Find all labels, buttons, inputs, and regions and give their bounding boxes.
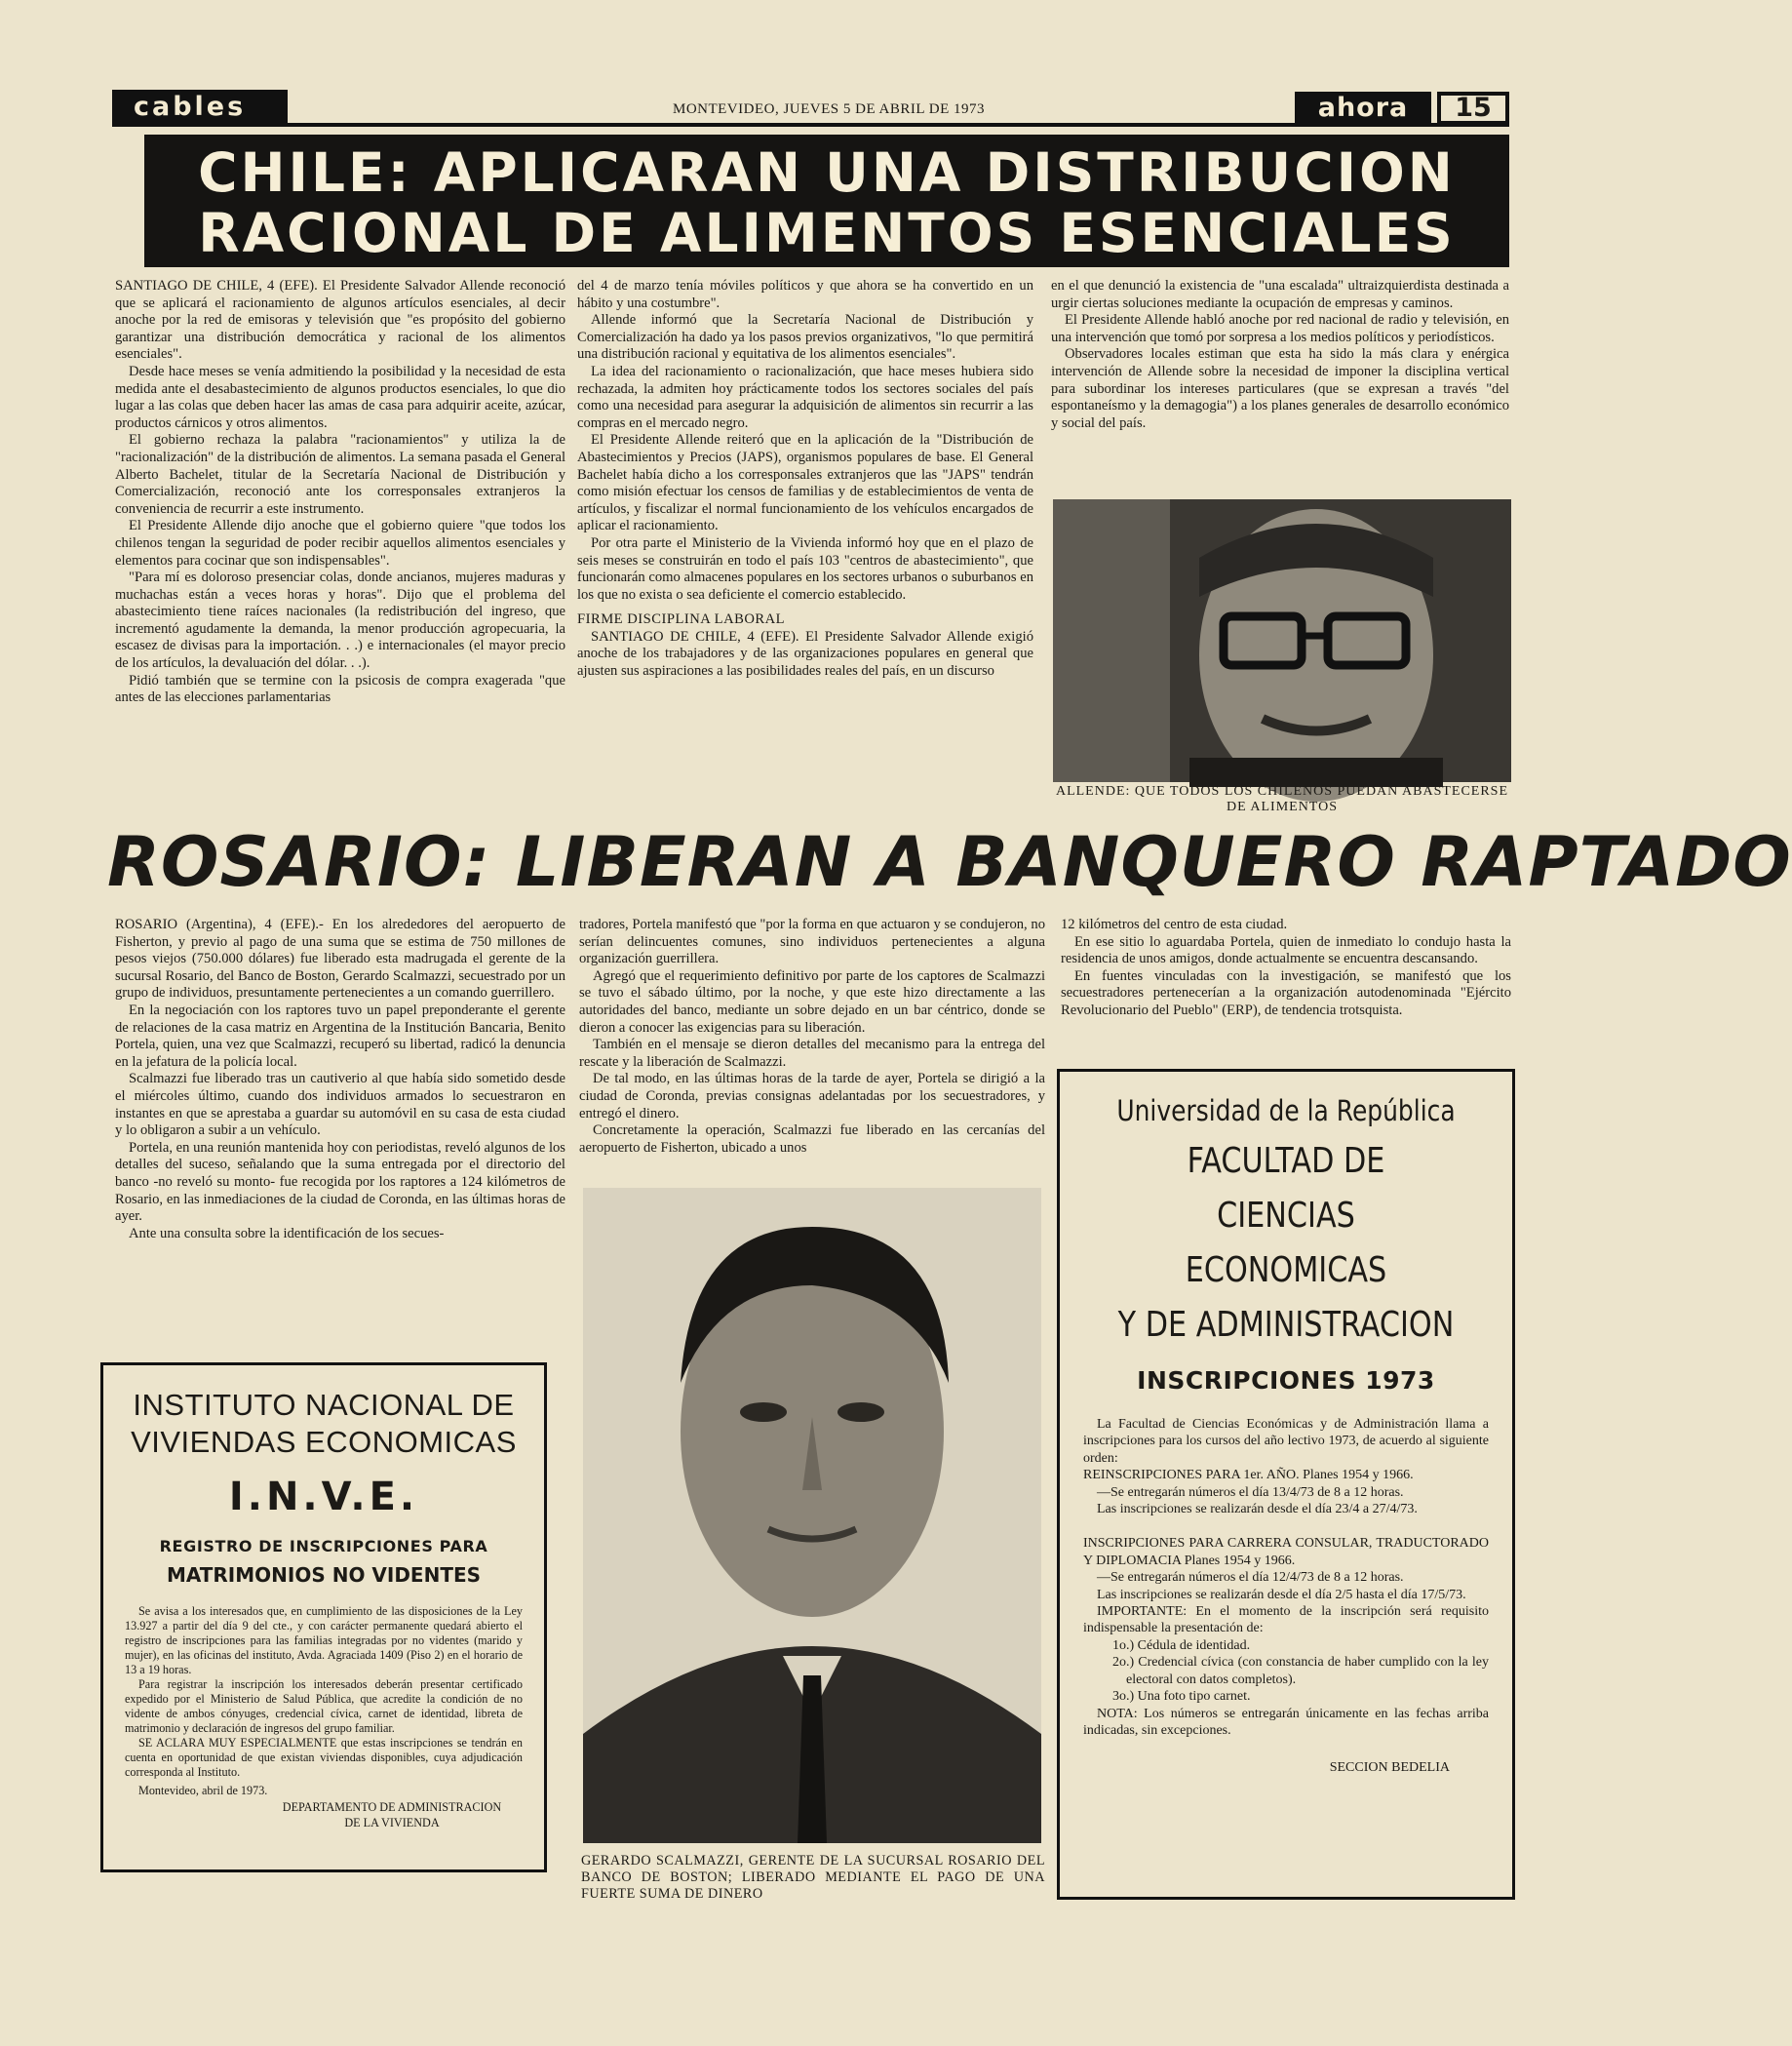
udelar-advertisement <box>1057 1069 1515 1900</box>
paragraph: Las inscripciones se realizarán desde el día 23/4 a 27/4/73. <box>1097 1502 1418 1517</box>
paragraph: —Se entregarán números el día 13/4/73 de 8 a 12 horas. <box>1097 1484 1404 1500</box>
inve-subtitle: MATRIMONIOS NO VIDENTES <box>166 1563 482 1587</box>
paragraph: La idea del racionamiento o racionalización, que hace meses hubiera sido rechazada, la admiten hoy prácticamente todos los sectores sociales del país como una necesidad para asegurar la adquisición de alimentos sin recurrir a las compras en el mercado negro. <box>577 363 1033 431</box>
requirement-item: 1o.) Cédula de identidad. <box>1112 1637 1251 1653</box>
paragraph: Portela, en una reunión mantenida hoy con periodistas, reveló algunos de los detalles del suceso, señalando que la suma entregada por el directorio del banco -no reveló su monto- fue recogida por los raptores a 124 kilómetros de Rosario, en las inmediaciones de la ciudad de Coronda, en las últimas horas de ayer. <box>115 1139 565 1225</box>
paragraph: La Facultad de Ciencias Económicas y de Administración llama a inscripciones para los cursos del año lectivo 1973, de acuerdo al siguiente orden: <box>1083 1417 1489 1466</box>
paragraph: tradores, Portela manifestó que "por la forma en que actuaron y se condujeron, no serían delincuentes comunes, sino individuos pertenecientes a alguna organización guerrillera. <box>579 917 1045 967</box>
paragraph: SANTIAGO DE CHILE, 4 (EFE). El Presidente Salvador Allende exigió anoche de los trabajadores y de las organizaciones populares en general que ajusten sus aspiraciones a las posibilidades reales del país, en un discurso <box>577 628 1033 680</box>
inve-date: Montevideo, abril de 1973. <box>138 1784 268 1797</box>
scalmazzi-portrait-image <box>583 1188 1041 1843</box>
paragraph: NOTA: Los números se entregarán únicamente en las fechas arriba indicadas, sin excepciones. <box>1083 1706 1489 1738</box>
chile-column-1 <box>115 278 565 707</box>
university-name: Universidad de la República <box>1116 1094 1456 1127</box>
paragraph: Observadores locales estiman que esta ha sido la más clara y enérgica intervención de Allende sobre la necesidad de imponer la disciplina vertical para subordinar los intereses particulares (que se expresan a través "del espontaneísmo y la demagogia") a los planes generales de desarrollo económico y social del país. <box>1051 346 1509 431</box>
section-label: cables <box>112 90 288 125</box>
inve-registro: REGISTRO DE INSCRIPCIONES PARA <box>159 1537 488 1555</box>
paragraph: En fuentes vinculadas con la investigación, se manifestó que los secuestradores pertenecerían a la organización autodenominada "Ejército Revolucionario del Pueblo" (ERP), de tendencia trotsquista. <box>1061 967 1511 1018</box>
dateline: MONTEVIDEO, JUEVES 5 DE ABRIL DE 1973 <box>672 101 985 117</box>
paragraph: En ese sitio lo aguardaba Portela, quien de inmediato lo condujo hasta la residencia de unos amigos, donde actualmente se encuentra descansando. <box>1061 933 1511 967</box>
paragraph: El Presidente Allende habló anoche por red nacional de radio y televisión, en una intervención que tomó por sorpresa a los medios políticos y periodísticos. <box>1051 312 1509 345</box>
faculty-line3: Y DE ADMINISTRACION <box>1117 1305 1455 1345</box>
inve-advertisement <box>100 1362 547 1872</box>
paragraph: Desde hace meses se venía admitiendo la posibilidad y la necesidad de esta medida ante el desabastecimiento de algunos productos esenciales, lo que dio lugar a las colas que deben hacer las amas de casa para adquirir aceite, azúcar, productos cárnicos y otros alimentos. <box>115 363 565 431</box>
allende-portrait-image <box>1053 499 1511 782</box>
allende-photo-caption: ALLENDE: QUE TODOS LOS CHILENOS PUEDAN ABASTECERSE DE ALIMENTOS <box>1055 784 1509 814</box>
requirement-item: 2o.) Credencial cívica (con constancia de haber cumplido con la ley electoral con datos completos). <box>1112 1655 1489 1687</box>
paragraph: Allende informó que la Secretaría Nacional de Distribución y Comercialización ha dado ya los pasos previos organizativos, "lo que permitirá una distribución racional y equitativa de los alimentos esenciales". <box>577 312 1033 363</box>
chile-headline <box>144 135 1509 267</box>
inve-department-line1: DEPARTAMENTO DE ADMINISTRACION <box>282 1800 502 1814</box>
paragraph: Concretamente la operación, Scalmazzi fue liberado en las cercanías del aeropuerto de Fisherton, ubicado a unos <box>579 1122 1045 1156</box>
scalmazzi-photo-caption: GERARDO SCALMAZZI, GERENTE DE LA SUCURSAL ROSARIO DEL BANCO DE BOSTON; LIBERADO MEDIANTE EL PAGO DE UNA FUERTE SUMA DE DINERO <box>581 1853 1045 1902</box>
paragraph: SE ACLARA MUY ESPECIALMENTE que estas inscripciones se tendrán en cuenta en oportunidad de que existan viviendas disponibles, cuya adjudicación corresponda al Instituto. <box>125 1736 523 1779</box>
paragraph: SANTIAGO DE CHILE, 4 (EFE). El Presidente Salvador Allende reconoció que se aplicará el racionamiento de algunos artículos esenciales, al decir anoche por la red de emisoras y televisión que "es propósito del gobierno garantizar una distribución democrática y racional de los alimentos esenciales". <box>115 278 565 363</box>
paragraph: Se avisa a los interesados que, en cumplimiento de las disposiciones de la Ley 13.927 a partir del día 9 del cte., y con carácter permanente quedará abierto el registro de inscripciones para las familias integradas por no videntes (marido y mujer), en las oficinas del instituto, Avda. Agraciada 1409 (Piso 2) en el horario de 13 a 19 horas. <box>125 1604 523 1676</box>
rosario-column-3 <box>1061 917 1511 1020</box>
udelar-body <box>1083 1416 1489 1739</box>
rosario-headline: ROSARIO: LIBERAN A BANQUERO RAPTADO <box>107 822 1792 902</box>
chile-column-3 <box>1051 278 1509 432</box>
paragraph: del 4 de marzo tenía móviles políticos y que ahora se ha convertido en un hábito y una costumbre". <box>577 278 1033 311</box>
newspaper-brand: ahora <box>1295 92 1431 125</box>
faculty-line2: ECONOMICAS <box>1185 1250 1387 1290</box>
paragraph: Scalmazzi fue liberado tras un cautiverio al que había sido sometido desde el miércoles último, cuando dos individuos armados lo secuestraron en instantes en que se aprestaba a guardar su automóvil en su casa de esta ciudad y lo obligaron a subir a un vehículo. <box>115 1071 565 1139</box>
inscripciones-title: INSCRIPCIONES 1973 <box>1137 1366 1435 1395</box>
requirement-item: 3o.) Una foto tipo carnet. <box>1112 1689 1251 1705</box>
rosario-column-2 <box>579 917 1045 1157</box>
paragraph: en el que denunció la existencia de "una escalada" ultraizquierdista destinada a urgir ciertas soluciones mediante la ocupación de empresas y caminos. <box>1051 278 1509 311</box>
paragraph: También en el mensaje se dieron detalles del mecanismo para la entrega del rescate y la liberación de Scalmazzi. <box>579 1037 1045 1070</box>
inve-title-line2: VIVIENDAS ECONOMICAS <box>131 1425 517 1459</box>
rosario-column-1 <box>115 917 565 1242</box>
paragraph: ROSARIO (Argentina), 4 (EFE).- En los alrededores del aeropuerto de Fisherton, y previo al pago de una suma que se estima de 750 millones de pesos viejos (750.000 dólares) fue liberado esta madrugada el gerente de la sucursal Rosario, del Banco de Boston, Gerardo Scalmazzi, secuestrado por un grupo de individuos, presuntamente pertenecientes a un comando guerrillero. <box>115 917 565 1002</box>
page-number: 15 <box>1437 92 1509 125</box>
paragraph: REINSCRIPCIONES PARA 1er. AÑO. Planes 1954 y 1966. <box>1083 1468 1414 1483</box>
paragraph: Agregó que el requerimiento definitivo por parte de los captores de Scalmazzi se tuvo el sábado último, por la noche, y que este hizo directamente a las autoridades del banco, mediante un sobre dejado en un bar céntrico, donde se dieron a conocer las exigencias para su liberación. <box>579 967 1045 1036</box>
faculty-name <box>1115 1134 1456 1353</box>
chile-headline-line2: RACIONAL DE ALIMENTOS ESENCIALES <box>198 202 1456 264</box>
inve-body <box>125 1604 523 1780</box>
allende-photo <box>1053 499 1511 782</box>
inve-title-line1: INSTITUTO NACIONAL DE <box>133 1388 515 1422</box>
inve-department-line2: DE LA VIVIENDA <box>344 1816 440 1830</box>
chile-column-2 <box>577 278 1033 681</box>
paragraph: —Se entregarán números el día 12/4/73 de 8 a 12 horas. <box>1097 1570 1404 1586</box>
paragraph: INSCRIPCIONES PARA CARRERA CONSULAR, TRADUCTORADO Y DIPLOMACIA Planes 1954 y 1966. <box>1083 1536 1489 1568</box>
seccion-bedelia: SECCION BEDELIA <box>1329 1760 1450 1776</box>
paragraph: Las inscripciones se realizarán desde el día 2/5 hasta el día 17/5/73. <box>1097 1587 1466 1602</box>
paragraph: El Presidente Allende dijo anoche que el gobierno quiere "que todos los chilenos tengan la seguridad de poder recibir aquellos alimentos esenciales y elementos para cocinar que son indispensables". <box>115 518 565 569</box>
paragraph: En la negociación con los raptores tuvo un papel preponderante el gerente de relaciones de la casa matriz en Argentina de la Institución Bancaria, Benito Portela, quien, una vez que Scalmazzi, recuperó su libertad, radicó la denuncia en la jefatura de la policía local. <box>115 1002 565 1070</box>
paragraph: Para registrar la inscripción los interesados deberán presentar certificado expedido por el Ministerio de Salud Pública, que acredite la condición de no vidente de ambos cónyuges, credencial cívica, carnet de identidad, libreta de matrimonio y declaración de ingresos del grupo familiar. <box>125 1677 523 1735</box>
paragraph: IMPORTANTE: En el momento de la inscripción será requisito indispensable la presentación de: <box>1083 1604 1489 1636</box>
subheading: FIRME DISCIPLINA LABORAL <box>577 611 786 628</box>
paragraph: El gobierno rechaza la palabra "racionamientos" y utiliza la de "racionalización" de la distribución de alimentos. La semana pasada el General Alberto Bachelet, titular de la Secretaría Nacional de Distribución y Comercialización, reconoció ante los corresponsales extranjeros la conveniencia de recurrir a este instrumento. <box>115 432 565 517</box>
scalmazzi-photo <box>583 1188 1041 1843</box>
inve-acronym: I.N.V.E. <box>228 1475 419 1519</box>
paragraph: El Presidente Allende reiteró que en la aplicación de la "Distribución de Abastecimientos y Precios (JAPS), organismos populares de base. El General Bachelet había dicho a los corresponsales extranjeros que las "JAPS" tendrán como misión efectuar los censos de familias y de establecimientos de venta de artículos, y fiscalizar el normal funcionamiento de los vehículos encargados de aplicar el racionamiento. <box>577 432 1033 534</box>
chile-headline-line1: CHILE: APLICARAN UNA DISTRIBUCION <box>198 141 1456 204</box>
paragraph: Por otra parte el Ministerio de la Vivienda informó hoy que en el plazo de seis meses se construirán en todo el país 103 "centros de abastecimiento", que funcionarán como almacenes populares en los sectores urbanos o suburbanos en los que no exista o sea deficiente el comercio establecido. <box>577 534 1033 603</box>
faculty-line1: FACULTAD DE CIENCIAS <box>1187 1141 1385 1236</box>
paragraph: Ante una consulta sobre la identificación de los secues- <box>129 1225 445 1241</box>
paragraph: "Para mí es doloroso presenciar colas, donde ancianos, mujeres maduras y muchachas están a veces horas y horas". Dijo que el problema del abastecimiento tiene raíces nacionales (la redistribución del ingreso, que incrementó agudamente la demanda, la menor producción agropecuaria, la escasez de divisas para la importación. . .) e internacionales (el mayor precio de los artículos, la devaluación del dólar. . .). <box>115 570 565 672</box>
paragraph: 12 kilómetros del centro de esta ciudad. <box>1061 917 1288 932</box>
paragraph: Pidió también que se termine con la psicosis de compra exagerada "que antes de las elecciones parlamentarias <box>115 672 565 706</box>
paragraph: De tal modo, en las últimas horas de la tarde de ayer, Portela se dirigió a la ciudad de Coronda, previas consignas adelantadas por los secuestradores, y entregó el dinero. <box>579 1071 1045 1121</box>
